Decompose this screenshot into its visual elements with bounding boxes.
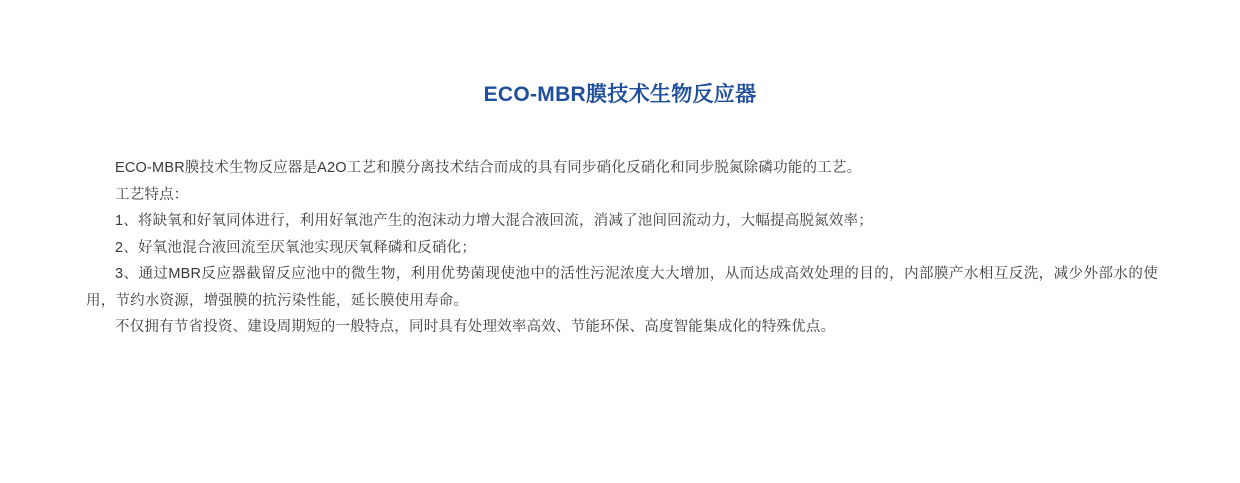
paragraph-features-heading: 工艺特点： [115,186,189,203]
paragraph-feature-2: 2、好氧池混合液回流至厌氧池实现厌氧释磷和反硝化； [115,239,477,256]
paragraph-intro: ECO-MBR膜技术生物反应器是A2O工艺和膜分离技术结合而成的具有同步硝化反硝化和同步脱氮除磷功能的工艺。 [115,160,862,176]
page-title: ECO-MBR膜技术生物反应器 [483,83,757,106]
paragraph-conclusion: 不仅拥有节省投资、建设周期短的一般特点，同时具有处理效率高效、节能环保、高度智能集成化的特殊优点。 [115,319,836,335]
document-body [86,155,1158,341]
paragraph-feature-3: 3、通过MBR反应器截留反应池中的微生物，利用优势菌现使池中的活性污泥浓度大大增加，从而达成高效处理的目的，内部膜产水相互反洗，减少外部水的使用，节约水资源，增强膜的抗污染性能，延长膜使用寿命。 [86,266,1158,309]
paragraph-feature-1: 1、将缺氧和好氧同体进行，利用好氧池产生的泡沫动力增大混合液回流，消减了池间回流动力，大幅提高脱氮效率； [115,213,873,229]
